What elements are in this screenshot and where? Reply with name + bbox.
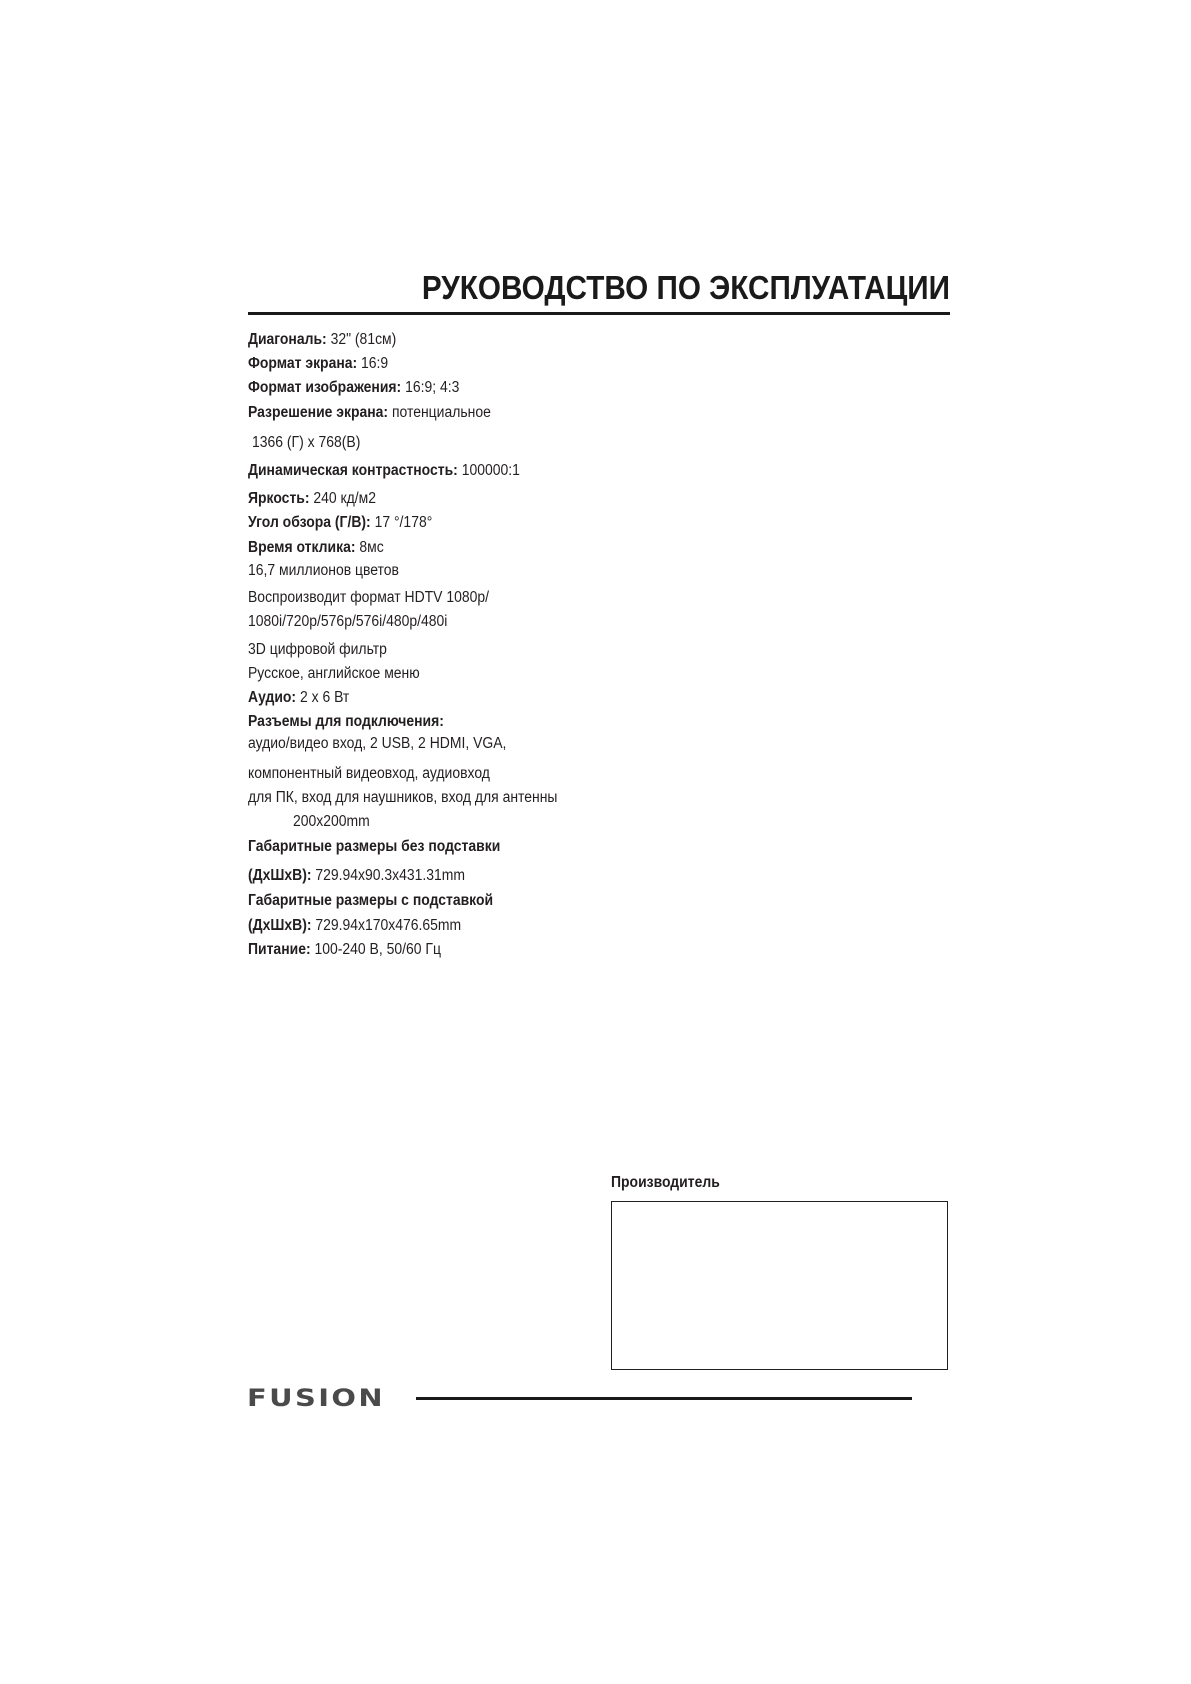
spec-value: Русское, английское меню	[248, 665, 420, 682]
spec-label: Габаритные размеры без подставки	[248, 838, 501, 855]
spec-label: Аудио:	[248, 689, 297, 706]
spec-size-stand-value	[248, 916, 461, 936]
fusion-logo	[247, 1385, 387, 1409]
spec-label: Время отклика:	[248, 539, 356, 556]
spec-value: 32" (81см)	[326, 331, 397, 348]
spec-size-no-stand-value	[248, 866, 465, 886]
spec-value: 100-240 В, 50/60 Гц	[310, 941, 441, 958]
spec-size-stand	[248, 891, 493, 911]
spec-value: 200x200mm	[293, 813, 370, 830]
spec-value: 16,7 миллионов цветов	[248, 562, 399, 579]
spec-label: Габаритные размеры с подставкой	[248, 892, 494, 909]
spec-power	[248, 940, 441, 960]
spec-connectors-3	[248, 788, 557, 808]
spec-value: 8мс	[355, 539, 384, 556]
spec-value: 729.94x90.3x431.31mm	[311, 867, 466, 884]
spec-connectors-2	[248, 764, 490, 784]
spec-value: 1080i/720p/576p/576i/480p/480i	[248, 613, 448, 630]
spec-diagonal	[248, 330, 396, 350]
spec-value: 240 кд/м2	[309, 490, 376, 507]
spec-connectors-1	[248, 734, 506, 754]
spec-filter	[248, 640, 387, 660]
spec-value: Воспроизводит формат HDTV 1080p/	[248, 589, 490, 606]
logo-text: FUSION	[247, 1385, 385, 1409]
spec-value: 16:9	[357, 355, 389, 372]
spec-response-time	[248, 538, 384, 558]
spec-label: Угол обзора (Г/В):	[248, 514, 371, 531]
spec-value: компонентный видеовход, аудиовход	[248, 765, 490, 782]
spec-colors	[248, 561, 399, 581]
spec-label: Разъемы для подключения:	[248, 713, 444, 730]
spec-value: 2 х 6 Вт	[296, 689, 350, 706]
spec-value: аудио/видео вход, 2 USB, 2 HDMI, VGA,	[248, 735, 507, 752]
spec-label: (ДхШхВ):	[248, 917, 312, 934]
spec-value: 17 °/178°	[370, 514, 433, 531]
spec-size-no-stand	[248, 837, 500, 857]
manufacturer-label: Производитель	[611, 1174, 720, 1191]
spec-value: 100000:1	[457, 462, 520, 479]
footer-divider	[416, 1397, 912, 1400]
spec-label: Питание:	[248, 941, 311, 958]
spec-label: Яркость:	[248, 490, 310, 507]
spec-screen-format	[248, 354, 388, 374]
title-divider	[248, 312, 950, 315]
spec-image-format	[248, 378, 459, 398]
spec-hdtv-1	[248, 588, 489, 608]
spec-hdtv-2	[248, 612, 447, 632]
spec-connectors	[248, 712, 444, 732]
spec-value: 3D цифровой фильтр	[248, 641, 387, 658]
spec-viewing-angle	[248, 513, 432, 533]
spec-value: потенциальное	[388, 404, 491, 421]
spec-menu	[248, 664, 420, 684]
spec-vesa	[293, 812, 370, 832]
manufacturer-box	[611, 1201, 948, 1370]
spec-audio	[248, 688, 349, 708]
spec-label: Диагональ:	[248, 331, 327, 348]
page-title: РУКОВОДСТВО ПО ЭКСПЛУАТАЦИИ	[421, 269, 950, 306]
spec-resolution	[248, 403, 491, 423]
spec-label: (ДхШхВ):	[248, 867, 312, 884]
spec-label: Разрешение экрана:	[248, 404, 389, 421]
spec-value: 16:9; 4:3	[401, 379, 460, 396]
spec-label: Динамическая контрастность:	[248, 462, 458, 479]
spec-resolution-value	[252, 433, 360, 453]
spec-brightness	[248, 489, 376, 509]
spec-label: Формат экрана:	[248, 355, 358, 372]
spec-contrast	[248, 461, 520, 481]
spec-value: 729.94x170x476.65mm	[311, 917, 462, 934]
spec-value: для ПК, вход для наушников, вход для антенны	[248, 789, 558, 806]
spec-label: Формат изображения:	[248, 379, 402, 396]
spec-value: 1366 (Г) x 768(В)	[252, 434, 361, 451]
